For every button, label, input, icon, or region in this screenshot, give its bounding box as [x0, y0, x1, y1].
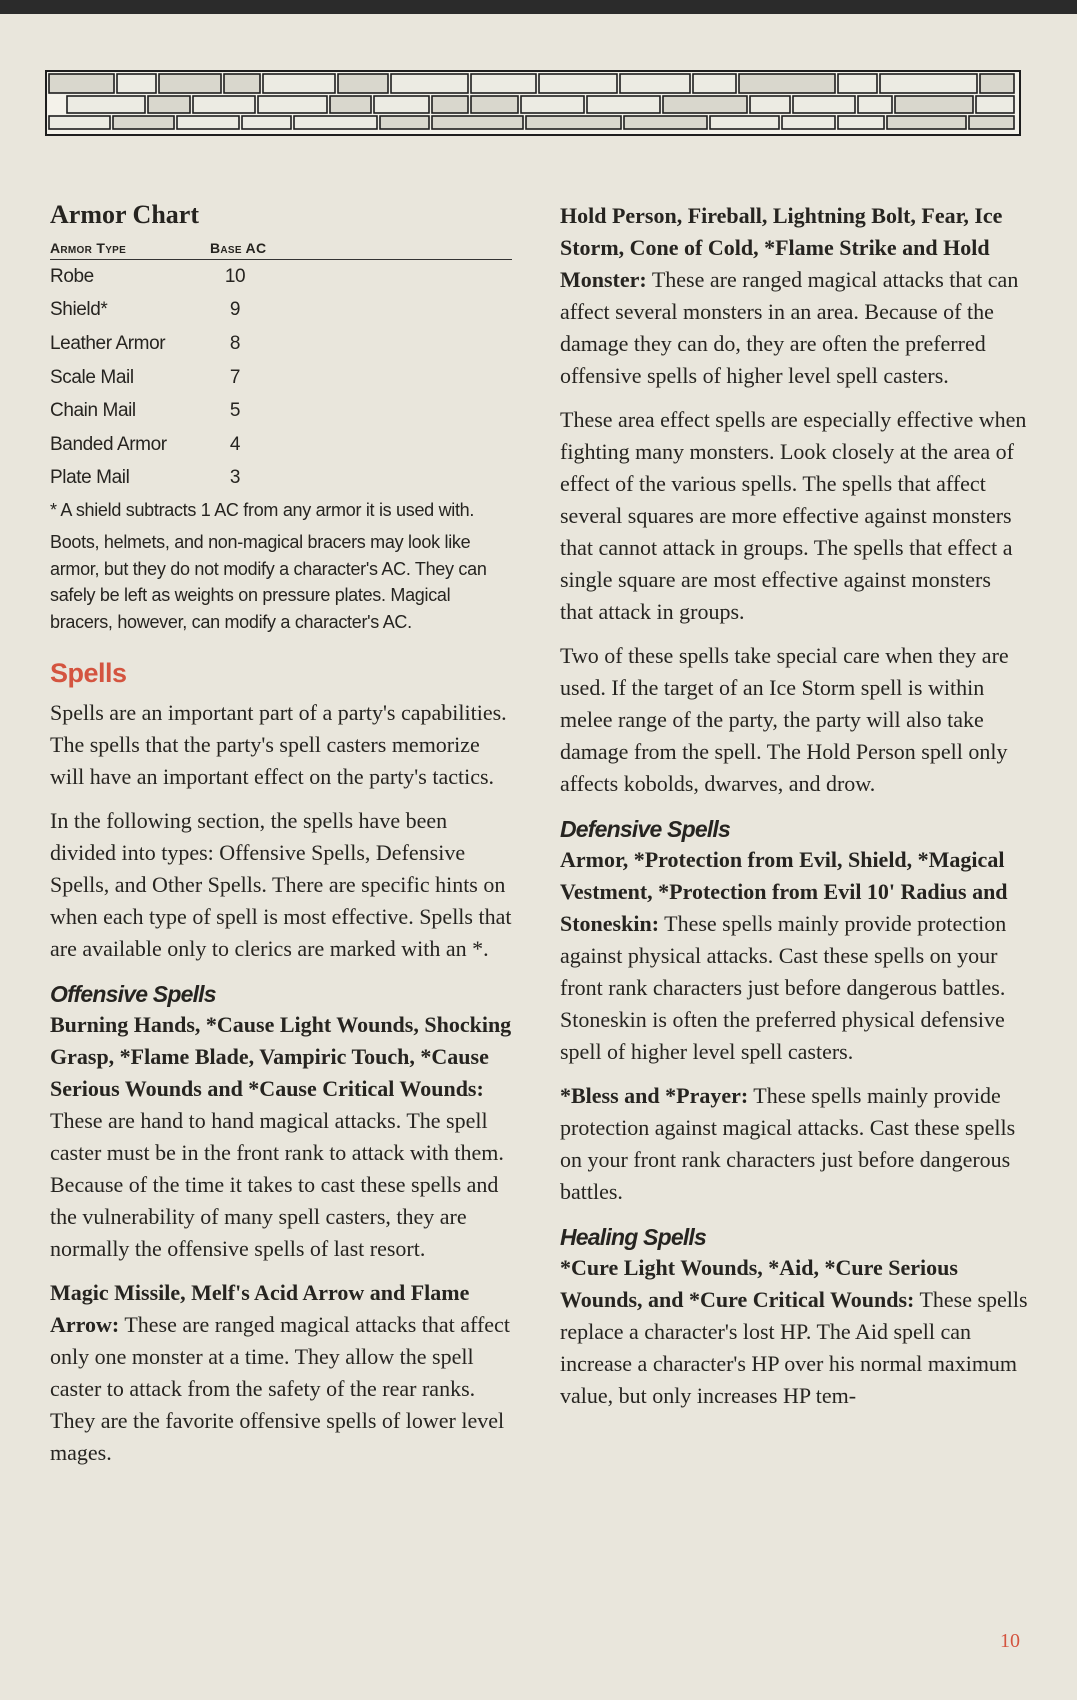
base-ac-cell: 3 [229, 467, 241, 489]
armor-chart-row [50, 428, 512, 462]
armor-type-cell: Scale Mail [50, 366, 134, 388]
armor-type-cell: Robe [50, 265, 94, 287]
defensive-para-2-body: These spells mainly provide protection against magical attacks. Cast these spells on your front rank characters just before dangerous battles. [560, 1083, 1016, 1204]
armor-chart-row [50, 294, 512, 328]
armor-type-cell: Leather Armor [50, 332, 166, 354]
armor-chart-row [50, 394, 512, 428]
healing-para-1-lead: *Cure Light Wounds, *Aid, *Cure Serious Wounds, and *Cure Critical Wounds: [560, 1255, 958, 1312]
offensive-para-4: These area effect spells are especially effective when fighting many monsters. Look closely at the area of effect of the various spells. The spells that affect several squares are more effective against monsters that cannot attack in groups. The spells that effect a single square are most effective against monsters that attack in groups. [560, 407, 1027, 624]
armor-chart-row [50, 462, 512, 496]
offensive-para-1-body: These are hand to hand magical attacks. The spell caster must be in the front rank to attack with them. Because of the time it takes to cast these spells and the vulnerability of many spell casters, they are normally the offensive spells of last resort. [50, 1107, 504, 1261]
spells-intro-2: In the following section, the spells have been divided into types: Offensive Spells, Defensive Spells, and Other Spells. There are specific hints on when each type of spell is most effective. Spells that are available only to clerics are marked with an *. [50, 807, 512, 961]
armor-chart-row [50, 361, 512, 395]
base-ac-cell: 9 [229, 299, 241, 321]
healing-para-1-body: These spells replace a character's lost HP. The Aid spell can increase a character's HP over his normal maximum value, but only increases HP tem- [560, 1287, 1028, 1408]
armor-note: Boots, helmets, and non-magical bracers may look like armor, but they do not modify a character's AC. They can safely be left as weights on pressure plates. Magical bracers, however, can modify a character's AC. [50, 532, 487, 632]
offensive-para-2 [50, 1277, 512, 1469]
stone-brick-banner-icon [45, 70, 1021, 136]
armor-chart-footnote: * A shield subtracts 1 AC from any armor it is used with. [50, 500, 475, 521]
left-column [50, 200, 512, 1481]
base-ac-cell: 7 [229, 366, 241, 388]
base-ac-cell: 4 [229, 433, 241, 455]
armor-type-cell: Chain Mail [50, 400, 136, 422]
base-ac-cell: 5 [229, 400, 241, 422]
page-number: 10 [1000, 1630, 1020, 1652]
defensive-para-1-lead: Armor, *Protection from Evil, Shield, *Magical Vestment, *Protection from Evil 10' Radius and Stoneskin: [560, 847, 1008, 936]
offensive-heading: Offensive Spells [50, 980, 216, 1007]
armor-chart-title: Armor Chart [50, 200, 199, 229]
armor-chart-header [50, 230, 512, 260]
offensive-para-2-lead: Magic Missile, Melf's Acid Arrow and Flame Arrow: [50, 1279, 470, 1337]
defensive-heading: Defensive Spells [560, 816, 731, 842]
offensive-para-3 [560, 200, 1028, 392]
offensive-para-3-body: These are ranged magical attacks that can affect several monsters in an area. Because of the damage they can do, they are often the preferred offensive spells of higher level spell casters. [560, 267, 1019, 388]
header-armor-type: Armor Type [50, 240, 127, 256]
offensive-para-3-lead: Hold Person, Fireball, Lightning Bolt, Fear, Ice Storm, Cone of Cold, *Flame Strike and Hold Monster: [560, 203, 1003, 292]
base-ac-cell: 10 [224, 265, 246, 287]
armor-type-cell: Shield* [50, 299, 108, 321]
spells-heading: Spells [50, 657, 127, 688]
healing-para-1 [560, 1252, 1028, 1412]
armor-type-cell: Plate Mail [50, 467, 130, 489]
base-ac-cell: 8 [229, 332, 241, 354]
spells-intro-1: Spells are an important part of a party's capabilities. The spells that the party's spell casters memorize will have an important effect on the party's tactics. [50, 699, 507, 789]
defensive-para-2 [560, 1080, 1028, 1208]
healing-heading: Healing Spells [560, 1224, 707, 1250]
offensive-para-1-lead: Burning Hands, *Cause Light Wounds, Shocking Grasp, *Flame Blade, Vampiric Touch, *Cause Serious Wounds and *Cause Critical Wounds: [50, 1011, 512, 1101]
armor-chart-row [50, 327, 512, 361]
armor-type-cell: Banded Armor [50, 433, 167, 455]
header-base-ac: Base AC [210, 240, 267, 256]
offensive-para-2-body: These are ranged magical attacks that affect only one monster at a time. They allow the spell caster to attack from the safety of the rear ranks. They are the favorite offensive spells of lower level mages. [50, 1311, 510, 1465]
defensive-para-2-lead: *Bless and *Prayer: [560, 1083, 749, 1108]
offensive-para-1 [50, 1009, 512, 1265]
defensive-para-1 [560, 844, 1028, 1068]
right-column [560, 200, 1028, 1424]
defensive-para-1-body: These spells mainly provide protection against physical attacks. Cast these spells on your front rank characters just before dangerous battles. Stoneskin is often the preferred physical defensive spell of higher level spell casters. [560, 911, 1007, 1064]
offensive-para-5: Two of these spells take special care when they are used. If the target of an Ice Storm spell is within melee range of the party, the party will also take damage from the spell. The Hold Person spell only affects kobolds, dwarves, and drow. [560, 643, 1009, 796]
scan-top-edge [0, 0, 1077, 14]
armor-chart [50, 200, 512, 636]
armor-chart-rows [50, 260, 512, 495]
armor-chart-row [50, 260, 512, 294]
